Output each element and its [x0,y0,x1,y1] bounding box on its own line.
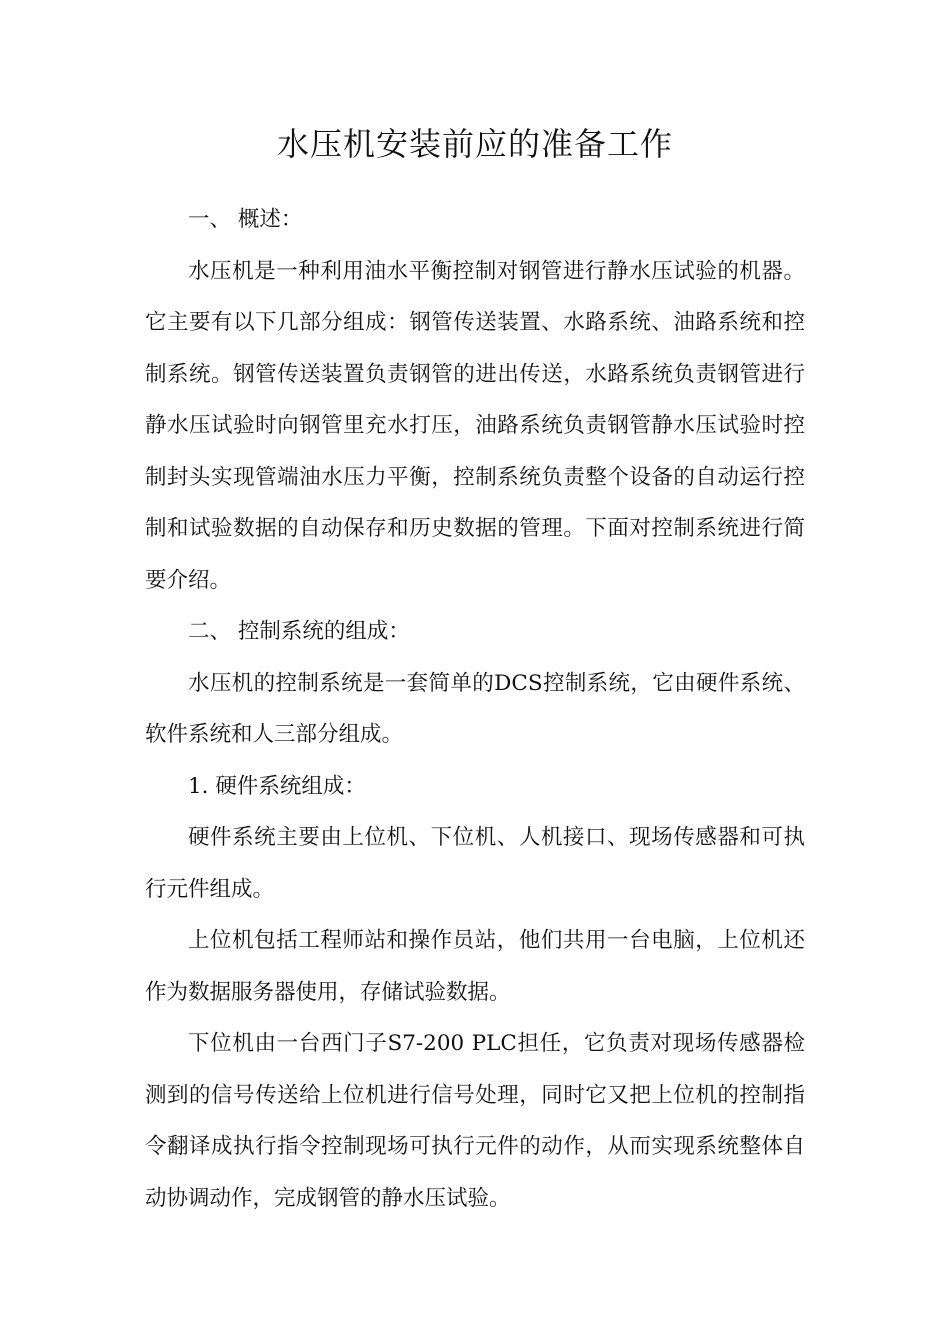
paragraph-control-system: 水压机的控制系统是一套简单的DCS控制系统，它由硬件系统、软件系统和人三部分组成。 [145,670,805,747]
paragraph-lower-computer: 下位机由一台西门子S7-200 PLC担任，它负责对现场传感器检测到的信号传送给上位机进行信号处理，同时它又把上位机的控制指令翻译成执行指令控制现场可执行元件的动作，从而实现系统整体自动协调动作，完成钢管的静水压试验。 [145,1031,805,1211]
section-heading-overview: 一、 概述： [188,207,303,232]
section-heading-control-system: 二、 控制系统的组成： [188,619,410,644]
subsection-heading-hardware: 1. 硬件系统组成： [188,773,366,799]
document-title: 水压机安装前应的准备工作 [276,125,673,163]
paragraph-overview: 水压机是一种利用油水平衡控制对钢管进行静水压试验的机器。它主要有以下几部分组成：钢管传送装置、水路系统、油路系统和控制系统。钢管传送装置负责钢管的进出传送，水路系统负责钢管进行静水压试验时向钢管里充水打压，油路系统负责钢管静水压试验时控制封头实现管端油水压力平衡，控制系统负责整个设备的自动运行控制和试验数据的自动保存和历史数据的管理。下面对控制系统进行简要介绍。 [145,258,805,593]
paragraph-hardware: 硬件系统主要由上位机、下位机、人机接口、现场传感器和可执行元件组成。 [145,825,805,902]
document-body [145,194,805,1224]
paragraph-upper-computer: 上位机包括工程师站和操作员站，他们共用一台电脑，上位机还作为数据服务器使用，存储试验数据。 [145,928,805,1005]
